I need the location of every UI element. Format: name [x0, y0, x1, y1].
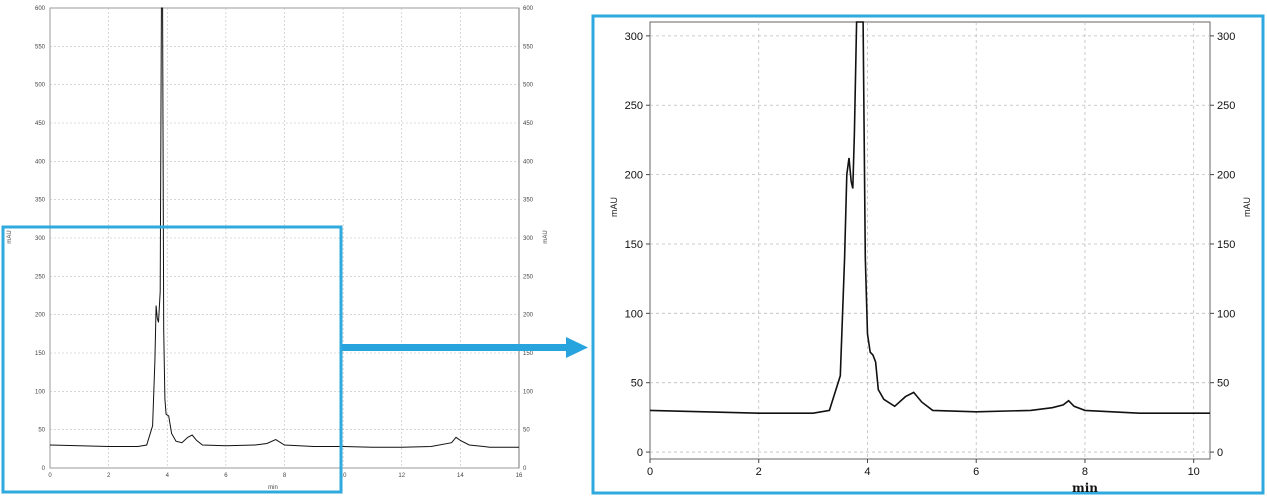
zoomed-y-tick-label-left: 300: [624, 30, 643, 43]
overview-y-tick-label-left: 250: [34, 274, 45, 281]
overview-y-tick-label-left: 150: [34, 351, 45, 357]
overview-x-tick-label: 4: [165, 473, 169, 479]
overview-y-tick-label-left: 50: [38, 427, 45, 434]
overview-y-tick-label-right: 550: [523, 44, 534, 51]
overview-y-axis-label-left: mAU: [7, 230, 13, 244]
overview-y-tick-label-right: 200: [523, 312, 534, 319]
overview-y-tick-label-right: 150: [523, 351, 534, 357]
overview-x-tick-label: 8: [282, 473, 287, 479]
zoomed-x-tick-label: 6: [973, 466, 980, 478]
overview-chromatogram: [7, 6, 549, 491]
overview-x-tick-label: 10: [339, 473, 347, 479]
zoomed-x-axis-label: min: [1072, 481, 1098, 495]
zoomed-y-tick-label-right: 300: [1217, 30, 1236, 43]
overview-y-tick-label-right: 0: [523, 466, 527, 472]
zoomed-y-tick-label-left: 250: [624, 100, 643, 113]
overview-y-tick-label-left: 400: [34, 159, 45, 166]
overview-y-tick-label-left: 600: [34, 6, 45, 12]
overview-y-tick-label-left: 300: [34, 236, 45, 242]
zoomed-y-tick-label-right: 0: [1217, 447, 1224, 460]
overview-y-tick-label-right: 500: [523, 82, 534, 89]
overview-y-tick-label-left: 100: [34, 389, 45, 396]
zoomed-y-tick-label-left: 150: [624, 238, 643, 251]
overview-y-tick-label-right: 400: [523, 159, 534, 166]
overview-y-tick-label-right: 450: [523, 121, 534, 127]
overview-y-tick-label-left: 0: [41, 466, 45, 472]
overview-x-tick-label: 0: [48, 473, 52, 479]
overview-y-tick-label-right: 350: [523, 197, 534, 204]
zoomed-y-tick-label-right: 200: [1217, 169, 1236, 182]
overview-x-tick-label: 14: [457, 473, 464, 479]
overview-x-tick-label: 6: [224, 473, 228, 479]
overview-y-tick-label-left: 350: [34, 197, 45, 204]
zoomed-x-tick-label: 4: [864, 466, 871, 478]
zoomed-y-axis-label-right: mAU: [1242, 197, 1252, 217]
zoomed-y-tick-label-right: 150: [1217, 238, 1236, 251]
zoomed-view-frame: [593, 16, 1263, 493]
overview-y-tick-label-left: 500: [34, 82, 45, 89]
overview-x-axis-label: min: [268, 485, 278, 491]
zoomed-y-tick-label-right: 250: [1217, 100, 1236, 113]
overview-y-tick-label-right: 600: [523, 6, 534, 12]
overview-y-tick-label-right: 50: [523, 427, 530, 434]
overview-x-tick-label: 16: [515, 473, 523, 479]
zoom-arrow-shaft: [342, 344, 569, 351]
zoomed-y-axis-label-left: mAU: [609, 197, 619, 217]
zoomed-x-tick-label: 2: [755, 466, 762, 478]
zoomed-y-tick-label-left: 0: [636, 447, 643, 460]
overview-y-tick-label-right: 250: [523, 274, 534, 281]
zoomed-y-tick-label-right: 50: [1217, 377, 1230, 390]
overview-y-tick-label-left: 550: [34, 44, 45, 51]
overview-y-axis-label-right: mAU: [543, 230, 549, 244]
overview-y-tick-label-left: 200: [34, 312, 45, 319]
zoomed-y-tick-label-left: 200: [624, 169, 643, 182]
zoomed-x-tick-label: 8: [1081, 466, 1089, 478]
overview-y-tick-label-right: 300: [523, 236, 534, 242]
zoomed-y-tick-label-left: 50: [630, 377, 643, 390]
zoomed-x-tick-label: 10: [1187, 466, 1200, 478]
overview-y-tick-label-left: 450: [34, 121, 45, 127]
zoomed-y-tick-label-left: 100: [624, 308, 643, 321]
zoomed-x-tick-label: 0: [646, 466, 654, 478]
zoomed-y-tick-label-right: 100: [1217, 308, 1236, 321]
overview-y-tick-label-right: 100: [523, 389, 534, 396]
overview-x-tick-label: 12: [398, 473, 406, 479]
zoom-arrow-head: [566, 337, 588, 358]
overview-x-tick-label: 2: [106, 473, 111, 479]
